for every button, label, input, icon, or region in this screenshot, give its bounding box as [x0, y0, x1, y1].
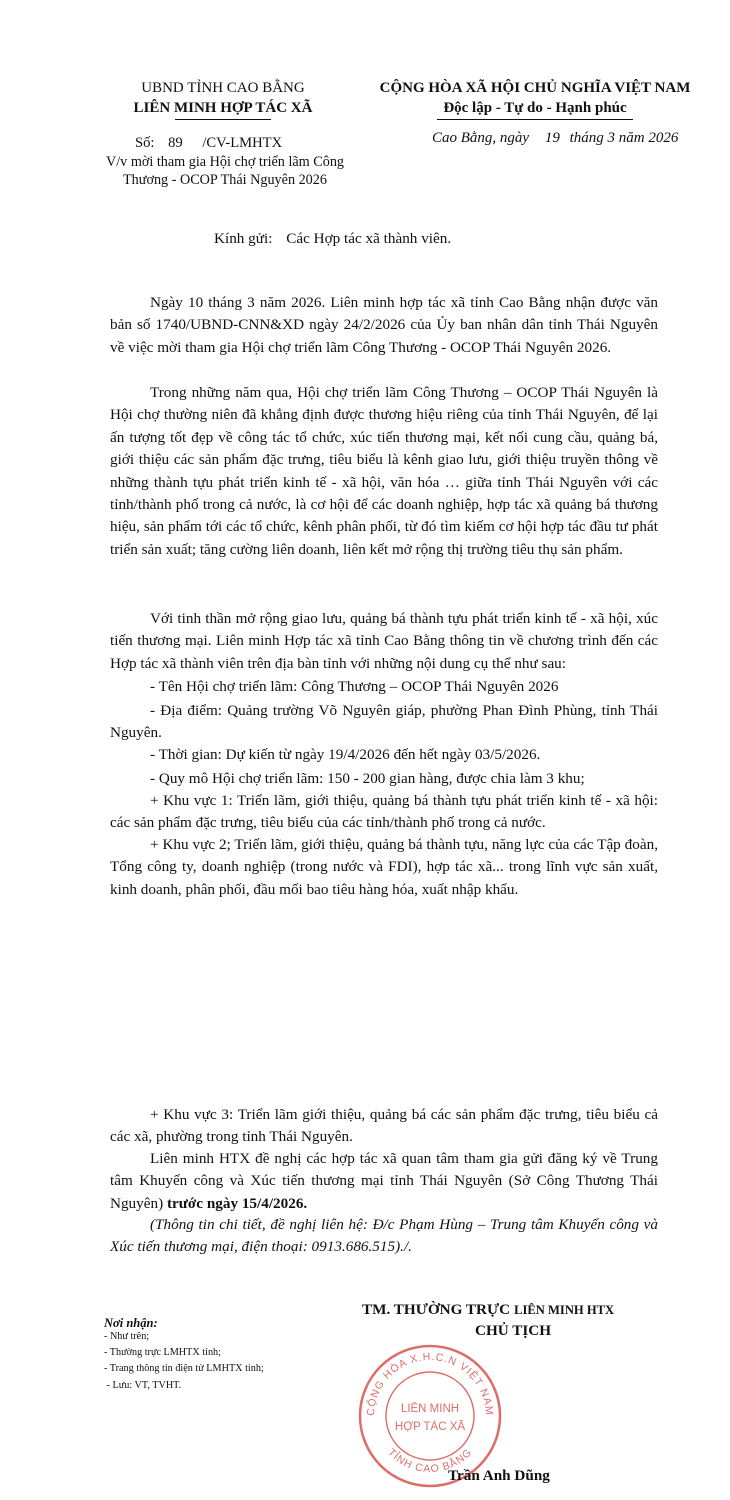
document-subject	[80, 153, 370, 189]
seal-bottom-text: TỈNH CAO BẰNG	[385, 1446, 475, 1476]
contact-paragraph: (Thông tin chi tiết, đề nghị liên hệ: Đ/c Phạm Hùng – Trung tâm Khuyến công và Xúc tiến thương mại, điện thoại: 0913.686.515)./.	[110, 1216, 658, 1256]
issuer-underline	[175, 119, 271, 120]
national-motto	[365, 78, 705, 120]
signer-name: Trần Anh Dũng	[448, 1467, 550, 1484]
issue-date-rest: tháng 3 năm 2026	[569, 130, 679, 146]
document-number-label: Số:	[135, 135, 155, 151]
recipient-label: Kính gửi:	[214, 230, 273, 247]
paragraph-1: Ngày 10 tháng 3 năm 2026. Liên minh hợp tác xã tỉnh Cao Bằng nhận được văn bản số 1740/UBND-CNN&XD ngày 24/2/2026 của Ủy ban nhân dân tỉnh Thái Nguyên về việc mời tham gia Hội chợ triển lãm Công Thương - OCOP Thái Nguyên 2026.	[110, 294, 658, 356]
request-deadline: trước ngày 15/4/2026.	[166, 1194, 308, 1212]
motto-underline	[437, 119, 633, 120]
country-name: CỘNG HÒA XÃ HỘI CHỦ NGHĨA VIỆT NAM	[379, 80, 691, 96]
paragraph-2: Trong những năm qua, Hội chợ triển lãm Công Thương – OCOP Thái Nguyên là Hội chợ thường niên đã khẳng định được thương hiệu riêng của tỉnh Thái Nguyên, để lại ấn tượng tốt đẹp về công tác tổ chức, xúc tiến thương mại, kết nối cung cầu, quảng bá, giới thiệu các sản phẩm đặc trưng, tiêu biểu là kênh giao lưu, giới thiệu truyền thông về những thành tựu phát triển kinh tế - xã hội, văn hóa … giữa tỉnh Thái Nguyên với các tỉnh/thành phố trong cả nước, là cơ hội để các doanh nghiệp, hợp tác xã quảng bá thương hiệu, sản phẩm tới các tổ chức, kênh phân phối, từ đó tìm kiếm cơ hội hợp tác đầu tư phát triển sản xuất; tăng cường liên doanh, liên kết mở rộng thị trường tiêu thụ sản phẩm.	[110, 384, 658, 558]
signature-title	[362, 1301, 614, 1319]
document-number-suffix: /CV-LMHTX	[202, 135, 283, 151]
seal-ring-text: CỘNG HÒA X.H.C.N VIỆT NAM	[364, 1350, 496, 1417]
issuer-parent: UBND TỈNH CAO BẰNG	[141, 80, 305, 96]
zone-3: + Khu vực 3: Triển lãm giới thiệu, quảng bá các sản phẩm đặc trưng, tiêu biểu cả các xã, phường trong tỉnh Thái Nguyên.	[110, 1106, 658, 1146]
recipient-item: - Trang thông tin điện tử LMHTX tỉnh;	[104, 1363, 264, 1375]
seal-center-line-2: HỢP TÁC XÃ	[394, 1421, 466, 1433]
request-text: Liên minh HTX đề nghị các hợp tác xã quan tâm tham gia gửi đăng ký về Trung tâm Khuyến công và Xúc tiến thương mại tỉnh Thái Nguyên (Sở Công Thương Thái Nguyên)	[110, 1150, 658, 1212]
issue-date	[432, 128, 678, 148]
subject-line-1: V/v mời tham gia Hội chợ triển lãm Công	[105, 154, 345, 170]
paragraph-3: Với tinh thần mở rộng giao lưu, quảng bá thành tựu phát triển kinh tế - xã hội, xúc tiến thương mại. Liên minh Hợp tác xã tỉnh Cao Bằng thông tin về chương trình đến các Hợp tác xã thành viên trên địa bàn tỉnh với những nội dung cụ thể như sau:	[110, 610, 658, 672]
seal-center-line-1: LIÊN MINH	[400, 1403, 460, 1415]
request-paragraph	[110, 1148, 658, 1215]
issue-date-prefix: Cao Bằng, ngày	[432, 130, 530, 146]
recipient-value: Các Hợp tác xã thành viên.	[286, 230, 452, 247]
signature-title-main: TM. THƯỜNG TRỰC	[362, 1301, 511, 1318]
recipient-item: - Thường trực LMHTX tỉnh;	[104, 1347, 221, 1359]
item-name: - Tên Hội chợ triển lãm: Công Thương – OCOP Thái Nguyên 2026	[150, 678, 559, 695]
zone-1: + Khu vực 1: Triển lãm, giới thiệu, quảng bá thành tựu phát triển kinh tế - xã hội: các sản phẩm đặc trưng, tiêu biểu của các tỉnh/thành phố trong cả nước.	[110, 792, 658, 832]
subject-line-2: Thương - OCOP Thái Nguyên 2026	[123, 172, 327, 188]
document-number-value: 89	[168, 135, 183, 151]
recipient-item: - Như trên;	[104, 1331, 150, 1342]
signature-position: CHỦ TỊCH	[475, 1322, 552, 1339]
item-time: - Thời gian: Dự kiến từ ngày 19/4/2026 đến hết ngày 03/5/2026.	[150, 746, 541, 763]
issuer-block	[98, 78, 348, 120]
item-scale: - Quy mô Hội chợ triển lãm: 150 - 200 gian hàng, được chia làm 3 khu;	[150, 770, 585, 787]
recipient-item: - Lưu: VT, TVHT.	[104, 1379, 182, 1391]
issue-date-day: 19	[544, 130, 560, 146]
recipients-list	[104, 1316, 344, 1392]
issuer-name: LIÊN MINH HỢP TÁC XÃ	[133, 100, 313, 116]
signature-title-org: LIÊN MINH HTX	[514, 1303, 615, 1317]
recipient-line	[214, 229, 451, 249]
recipients-title: Nơi nhận:	[104, 1316, 158, 1330]
item-location: - Địa điểm: Quảng trường Võ Nguyên giáp, phường Phan Đình Phùng, tỉnh Thái Nguyên.	[110, 702, 658, 742]
document-number	[135, 134, 282, 152]
zone-2: + Khu vực 2; Triển lãm, giới thiệu, quảng bá thành tựu, năng lực của các Tập đoàn, Tổng công ty, doanh nghiệp (trong nước và FDI), hợp tác xã... trong lĩnh vực sản xuất, kinh doanh, phân phối, đầu mối bao tiêu hàng hóa, xuất nhập khẩu.	[110, 836, 658, 898]
motto: Độc lập - Tự do - Hạnh phúc	[443, 100, 627, 116]
